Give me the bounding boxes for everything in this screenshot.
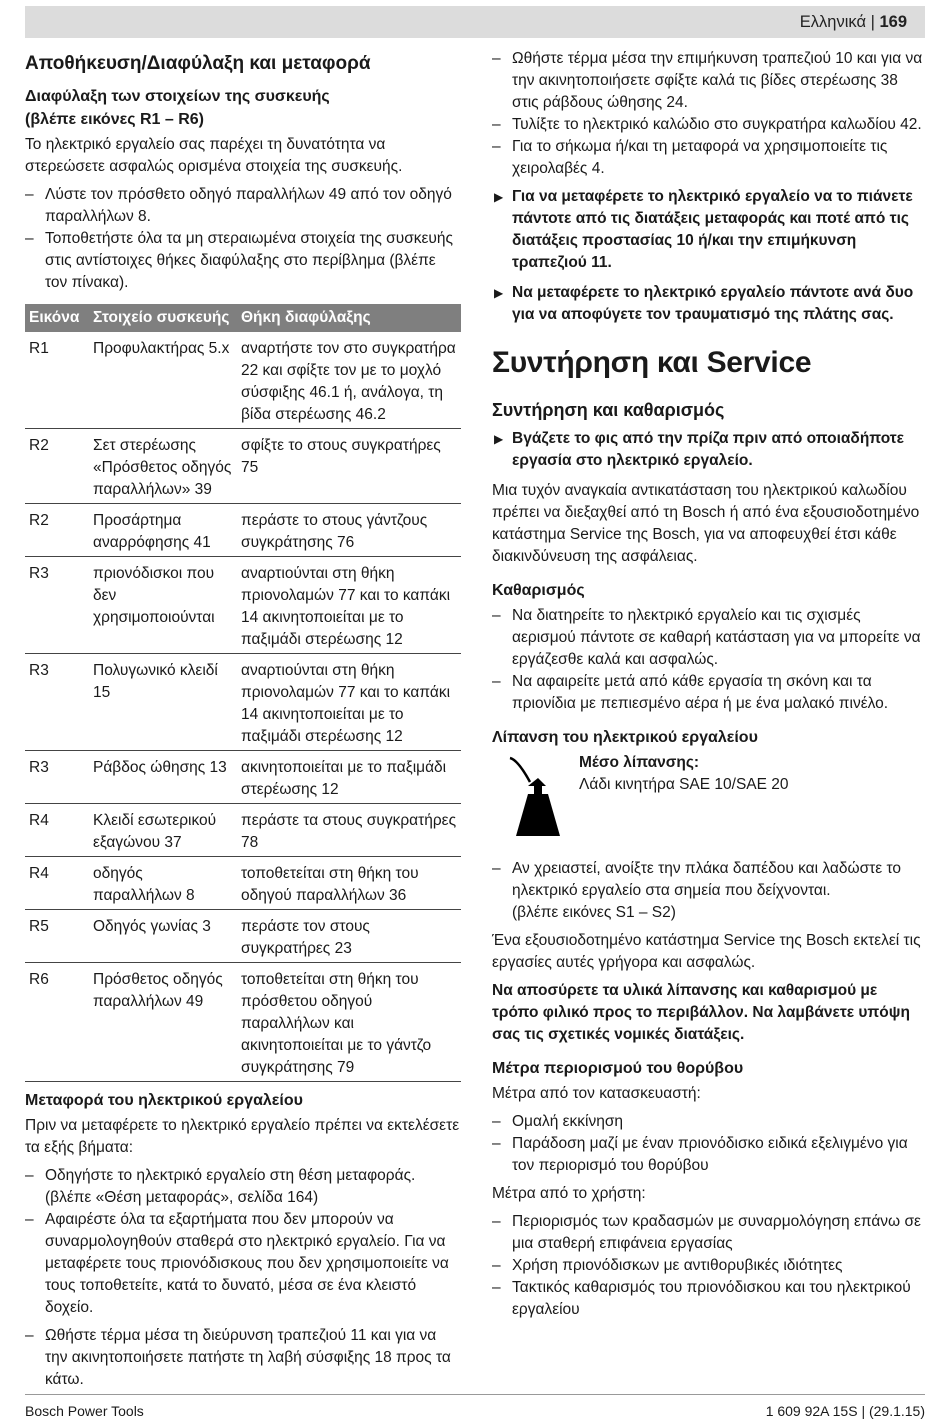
lubricant-text — [579, 752, 789, 796]
section-title-service: Συντήρηση και Service — [492, 346, 812, 379]
oil-can-icon — [508, 756, 564, 838]
warning-two-persons — [492, 282, 926, 326]
header-language: Ελληνικά — [799, 13, 866, 31]
lubrication-title: Λίπανση του ηλεκτρικού εργαλείου — [492, 729, 758, 746]
cleaning-steps — [492, 605, 926, 715]
noise-title: Μέτρα περιορισμού του θορύβου — [492, 1060, 744, 1077]
cell-item: Οδηγός γωνίας 3 — [89, 910, 237, 963]
transport-step-5: – Τυλίξτε το ηλεκτρικό καλώδιο στο συγκρατήρα καλωδίου 42. — [492, 114, 926, 136]
lubrication-steps — [492, 858, 926, 924]
cell-place: περάστε τον στους συγκρατήρες 23 — [237, 910, 461, 963]
cell-place: αναρτιούνται στη θήκη πριονολαμών 77 και το καπάκι 14 ακινητοποιείται με το παξιμάδι στερέωσης 12 — [237, 557, 461, 654]
table-row — [25, 557, 461, 654]
left-column — [25, 48, 461, 1397]
noise-maker-item-2: – Παράδοση μαζί με έναν πριονόδισκο ειδικά εξελιγμένο για τον περιορισμό του θορύβου — [492, 1133, 926, 1177]
footer-brand: Bosch Power Tools — [25, 1403, 144, 1419]
cell-figure: R4 — [25, 804, 89, 857]
cleaning-title: Καθαρισμός — [492, 582, 585, 599]
header-text — [800, 11, 907, 33]
table-row — [25, 804, 461, 857]
noise-user-label: Μέτρα από το χρήστη: — [492, 1185, 646, 1202]
transport-step-3: – Ωθήστε τέρμα μέσα τη διεύρυνση τραπεζιού 11 και για να την ακινητοποιήσετε πατήστε τη λαβή σύσφιξης 18 προς τα κάτω. — [25, 1325, 461, 1391]
header-separator: | — [870, 13, 875, 31]
transport-step-4: – Ωθήστε τέρμα μέσα την επιμήκυνση τραπεζιού 10 και για να την ακινητοποιήσετε σφίξτε καλά τις βίδες στερέωσης 38 στις ράβδους ώθησης 24. — [492, 48, 926, 114]
warning-carry-handles — [492, 186, 926, 274]
cell-item: πριονόδισκοι που δεν χρησιμοποιούνται — [89, 557, 237, 654]
cell-figure: R5 — [25, 910, 89, 963]
storage-table — [25, 304, 461, 1082]
cell-place: περάστε το στους γάντζους συγκράτησης 76 — [237, 504, 461, 557]
triangle-bullet-icon: ▶ — [494, 432, 504, 446]
table-row — [25, 751, 461, 804]
noise-maker-item-1: – Ομαλή εκκίνηση — [492, 1111, 926, 1133]
cleaning-step-2: – Να αφαιρείτε μετά από κάθε εργασία τη σκόνη και τα πριονίδια με πεπιεσμένο αέρα ή με ένα μαλακό πινέλο. — [492, 671, 926, 715]
lubrication-step-ref: (βλέπε εικόνες S1 – S2) — [512, 904, 676, 921]
cell-item: οδηγός παραλλήλων 8 — [89, 857, 237, 910]
cell-place: σφίξτε το στους συγκρατήρες 75 — [237, 429, 461, 504]
cell-figure: R3 — [25, 557, 89, 654]
transport-step-2: – Αφαιρέστε όλα τα εξαρτήματα που δεν μπορούν να συναρμολογηθούν σταθερά στο ηλεκτρικό εργαλείο. Για να μεταφέρετε τους πριονόδισκους που δεν χρησιμοποιείτε να τους τοποθετείτε, κατά το δυνατό, μέσα σε ένα κλειστό δοχείο. — [25, 1209, 461, 1319]
cell-place: αναρτιούνται στη θήκη πριονολαμών 77 και το καπάκι 14 ακινητοποιείται με το παξιμάδι στερέωσης 12 — [237, 654, 461, 751]
table-row — [25, 857, 461, 910]
right-column — [492, 48, 926, 1327]
table-row — [25, 910, 461, 963]
cell-place: τοποθετείται στη θήκη του πρόσθετου οδηγού παραλλήλων και ακινητοποιείται με το γάντζο συγκράτησης 79 — [237, 963, 461, 1082]
cell-item: Πρόσθετος οδηγός παραλλήλων 49 — [89, 963, 237, 1082]
table-row — [25, 504, 461, 557]
cell-place: αναρτήστε τον στο συγκρατήρα 22 και σφίξτε τον με το μοχλό σύσφιξης 46.1 ή, ανάλογα, τη βίδα στερέωσης 46.2 — [237, 332, 461, 429]
cell-item: Ράβδος ώθησης 13 — [89, 751, 237, 804]
table-row — [25, 429, 461, 504]
page-header — [25, 6, 925, 38]
triangle-bullet-icon: ▶ — [494, 190, 504, 204]
warning-text: Να μεταφέρετε το ηλεκτρικό εργαλείο πάντοτε ανά δυο για να αποφύγετε τον τραυματισμό της πλάτης σας. — [512, 284, 914, 323]
noise-user-item-3: – Τακτικός καθαρισμός του πριονόδισκου και του ηλεκτρικού εργαλείου — [492, 1277, 926, 1321]
transport-title: Μεταφορά του ηλεκτρικού εργαλείου — [25, 1092, 303, 1109]
maintenance-title: Συντήρηση και καθαρισμός — [492, 400, 725, 420]
cell-place: περάστε τα στους συγκρατήρες 78 — [237, 804, 461, 857]
storage-steps — [25, 184, 461, 294]
cleaning-step-1: – Να διατηρείτε το ηλεκτρικό εργαλείο και τις σχισμές αερισμού πάντοτε σε καθαρή κατάσταση για να μπορείτε να εργάζεσθε καλά και ασφαλώς. — [492, 605, 926, 671]
lubricant-label: Μέσο λίπανσης: — [579, 754, 700, 771]
cell-figure: R2 — [25, 504, 89, 557]
cell-item: Κλειδί εσωτερικού εξαγώνου 37 — [89, 804, 237, 857]
table-header-row — [25, 304, 461, 332]
storage-intro: Το ηλεκτρικό εργαλείο σας παρέχει τη δυνατότητα να στερεώσετε ασφαλώς ορισμένα στοιχεία της συσκευής. — [25, 136, 403, 175]
col-header-figure: Εικόνα — [25, 304, 89, 332]
maintenance-para: Μια τυχόν αναγκαία αντικατάσταση του ηλεκτρικού καλωδίου πρέπει να διεξαχθεί από τη Bosch ή από ένα εξουσιοδοτημένο κατάστημα Service της Bosch, για να αποφευχθεί έτσι κάθε διακινδύνευση της ασφάλειας. — [492, 482, 920, 565]
triangle-bullet-icon: ▶ — [494, 286, 504, 300]
page-number: 169 — [879, 13, 907, 31]
cell-item: Πολυγωνικό κλειδί 15 — [89, 654, 237, 751]
cell-figure: R3 — [25, 751, 89, 804]
col-header-item: Στοιχείο συσκευής — [89, 304, 237, 332]
noise-user-item-2: – Χρήση πριονόδισκων με αντιθορυβικές ιδιότητες — [492, 1255, 926, 1277]
lubrication-step-text: Αν χρειαστεί, ανοίξτε την πλάκα δαπέδου και λαδώστε το ηλεκτρικό εργαλείο στα σημεία που δείχνονται. — [512, 860, 902, 899]
cell-item: Σετ στερέωσης «Πρόσθετος οδηγός παραλλήλων» 39 — [89, 429, 237, 504]
lubricant-block — [492, 752, 926, 852]
lubrication-step-1 — [492, 858, 926, 924]
cell-figure: R3 — [25, 654, 89, 751]
storage-step-1: – Λύστε τον πρόσθετο οδηγό παραλλήλων 49 από τον οδηγό παραλλήλων 8. — [25, 184, 461, 228]
storage-step-2: – Τοποθετήστε όλα τα μη στεραιωμένα στοιχεία της συσκευής στις αντίστοιχες θήκες διαφύλαξης στο περίβλημα (βλέπε τον πίνακα). — [25, 228, 461, 294]
environment-note: Να αποσύρετε τα υλικά λίπανσης και καθαρισμού με τρόπο φιλικό προς το περιβάλλον. Να λαμβάνετε υπόψη σας τις σχετικές νομικές διατάξεις. — [492, 982, 910, 1043]
cell-item: Προφυλακτήρας 5.x — [89, 332, 237, 429]
table-row — [25, 654, 461, 751]
section-title-storage: Αποθήκευση/Διαφύλαξη και μεταφορά — [25, 53, 371, 74]
subsection-title-line2: (βλέπε εικόνες R1 – R6) — [25, 111, 204, 128]
footer-doc-id: 1 609 92A 15S | (29.1.15) — [765, 1403, 925, 1419]
cell-place: ακινητοποιείται με το παξιμάδι στερέωσης 12 — [237, 751, 461, 804]
warning-text: Βγάζετε το φις από την πρίζα πριν από οποιαδήποτε εργασία στο ηλεκτρικό εργαλείο. — [512, 430, 905, 469]
transport-steps — [25, 1165, 461, 1391]
footer-divider — [25, 1394, 925, 1395]
lubricant-value: Λάδι κινητήρα SAE 10/SAE 20 — [579, 776, 789, 793]
transport-step-1: – Οδηγήστε το ηλεκτρικό εργαλείο στη θέση μεταφοράς. (βλέπε «Θέση μεταφοράς», σελίδα 164) — [25, 1165, 461, 1209]
cell-figure: R1 — [25, 332, 89, 429]
lubrication-service-para: Ένα εξουσιοδοτημένο κατάστημα Service της Bosch εκτελεί τις εργασίες αυτές γρήγορα και ασφαλώς. — [492, 932, 921, 971]
noise-maker-label: Μέτρα από τον κατασκευαστή: — [492, 1085, 701, 1102]
subsection-title-line1: Διαφύλαξη των στοιχείων της συσκευής — [25, 88, 330, 105]
cell-item: Προσάρτημα αναρρόφησης 41 — [89, 504, 237, 557]
table-row — [25, 963, 461, 1082]
cell-place: τοποθετείται στη θήκη του οδηγού παραλλήλων 36 — [237, 857, 461, 910]
transport-steps-continued — [492, 48, 926, 180]
warning-unplug — [492, 428, 926, 472]
warning-text: Για να μεταφέρετε το ηλεκτρικό εργαλείο να το πιάνετε πάντοτε από τις διατάξεις μεταφοράς και ποτέ από τις διατάξεις προστασίας 10 ή/και την επιμήκυνση τραπεζιού 11. — [512, 188, 913, 271]
noise-user-item-1: – Περιορισμός των κραδασμών με συναρμολόγηση επάνω σε μια σταθερή επιφάνεια εργασίας — [492, 1211, 926, 1255]
col-header-place: Θήκη διαφύλαξης — [237, 304, 461, 332]
cell-figure: R6 — [25, 963, 89, 1082]
transport-intro: Πριν να μεταφέρετε το ηλεκτρικό εργαλείο πρέπει να εκτελέσετε τα εξής βήματα: — [25, 1117, 460, 1156]
noise-maker-list — [492, 1111, 926, 1177]
cell-figure: R4 — [25, 857, 89, 910]
transport-step-6: – Για το σήκωμα ή/και τη μεταφορά να χρησιμοποιείτε τις χειρολαβές 4. — [492, 136, 926, 180]
noise-user-list — [492, 1211, 926, 1321]
cell-figure: R2 — [25, 429, 89, 504]
table-row — [25, 332, 461, 429]
